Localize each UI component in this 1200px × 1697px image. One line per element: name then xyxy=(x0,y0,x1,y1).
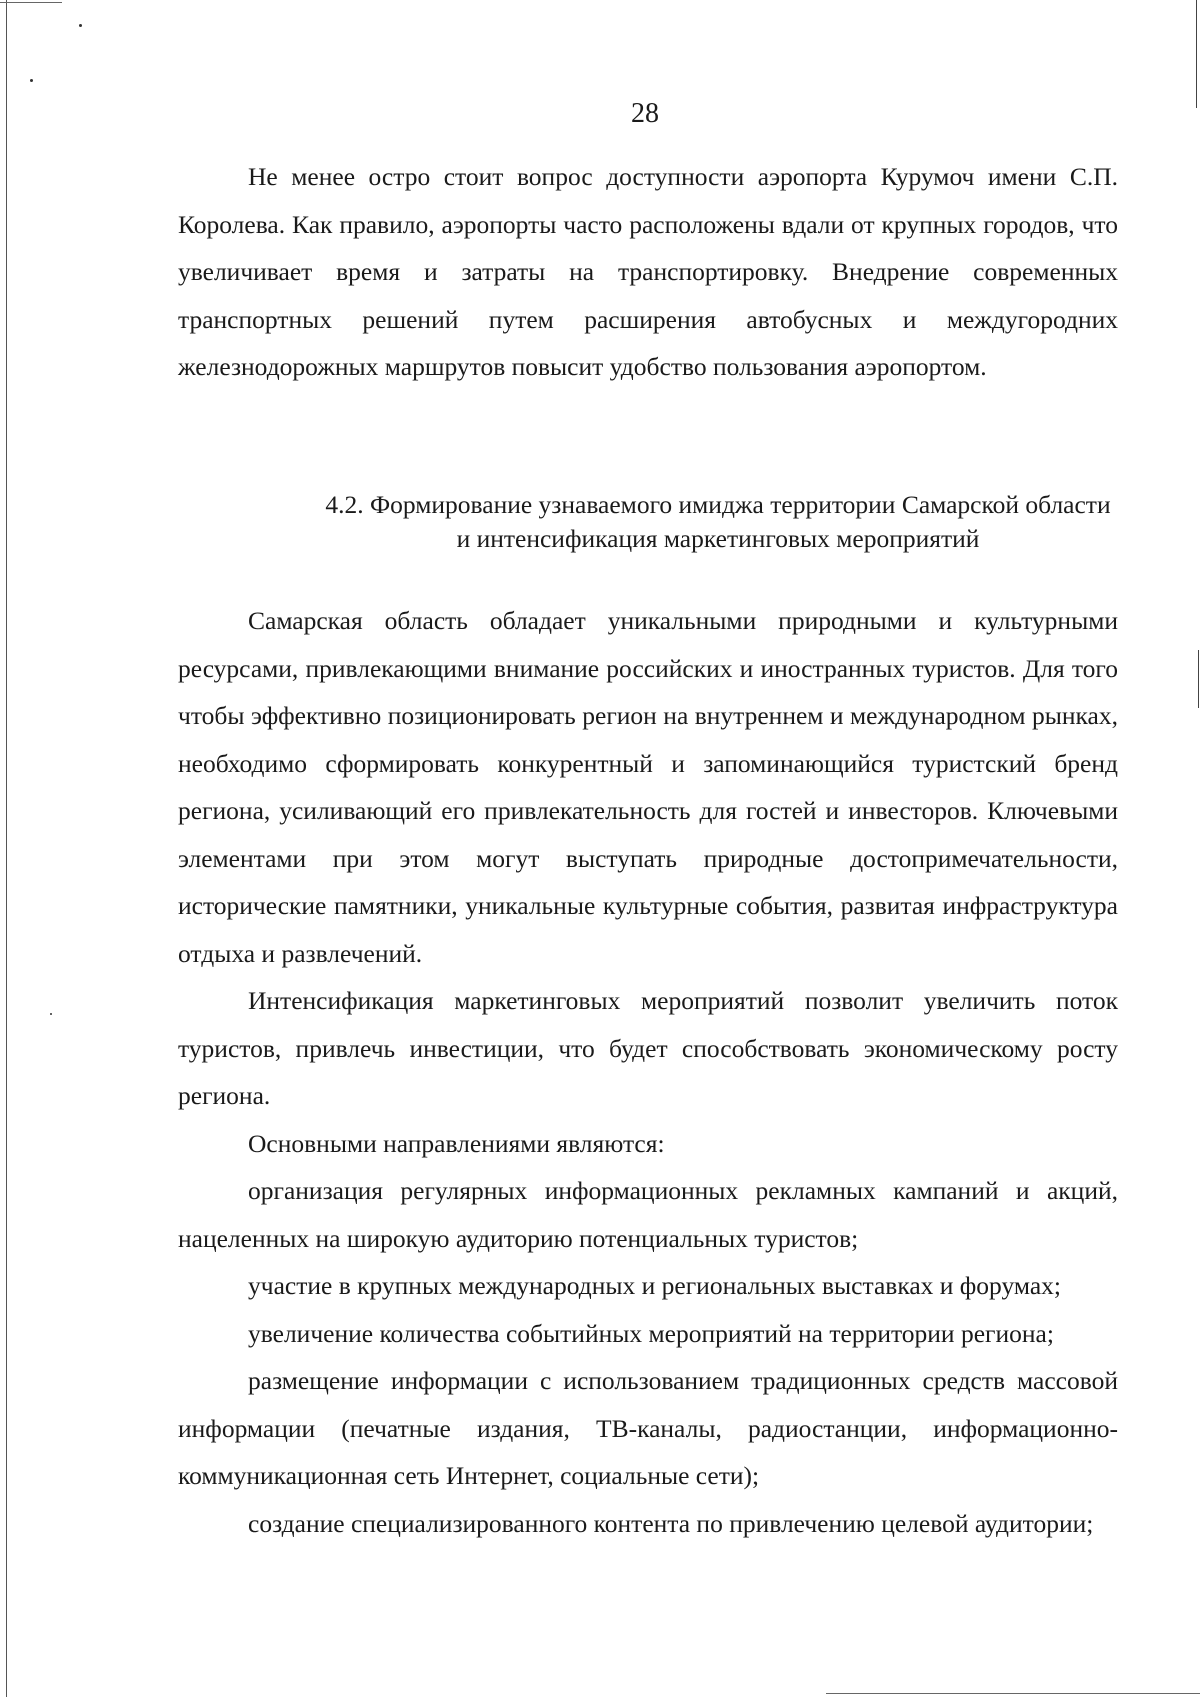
list-item: создание специализированного контента по привлечению целевой аудитории; xyxy=(248,1508,1094,1538)
list-item: увеличение количества событийных мероприятий на территории региона; xyxy=(248,1318,1054,1348)
list-item: участие в крупных международных и региональных выставках и форумах; xyxy=(248,1271,1061,1300)
section-body xyxy=(178,597,1118,1547)
scan-edge-top xyxy=(0,2,62,3)
section-heading-line-1: 4.2. Формирование узнаваемого имиджа территории Самарской области xyxy=(325,490,1111,519)
body-paragraph: Основными направлениями являются: xyxy=(248,1128,665,1158)
scan-speck xyxy=(30,79,33,82)
scan-edge-bottom xyxy=(826,1693,1200,1694)
section-heading-line-2: и интенсификация маркетинговых мероприятий xyxy=(456,524,980,553)
page-number: 28 xyxy=(631,98,659,129)
body-paragraph: Интенсификация маркетинговых мероприятий позволит увеличить поток туристов, привлечь инвестиции, что будет способствовать экономическому росту региона. xyxy=(178,986,1118,1110)
intro-paragraph-block xyxy=(178,153,1118,391)
scan-speck xyxy=(50,1013,52,1015)
body-paragraph: Самарская область обладает уникальными природными и культурными ресурсами, привлекающими внимание российских и иностранных туристов. Для того чтобы эффективно позиционировать регион на внутреннем и международном рынках, необходимо сформировать конкурентный и запоминающийся туристский бренд региона, усиливающий его привлекательность для гостей и инвесторов. Ключевыми элементами при этом могут выступать природные достопримечательности, исторические памятники, уникальные культурные события, развитая инфраструктура отдыха и развлечений. xyxy=(178,606,1118,968)
list-item: организация регулярных информационных рекламных кампаний и акций, нацеленных на широкую аудиторию потенциальных туристов; xyxy=(178,1176,1118,1253)
scan-speck xyxy=(79,24,82,27)
intro-paragraph: Не менее остро стоит вопрос доступности аэропорта Курумоч имени С.П. Королева. Как правило, аэропорты часто расположены вдали от крупных городов, что увеличивает время и затраты на транспортировку. Внедрение современных транспортных решений путем расширения автобусных и междугородних железнодорожных маршрутов повысит удобство пользования аэропортом. xyxy=(178,162,1118,381)
scan-edge-right-mid xyxy=(1198,650,1199,708)
scan-edge-left xyxy=(6,0,7,1697)
list-item: размещение информации с использованием традиционных средств массовой информации (печатные издания, ТВ-каналы, радиостанции, информационно-коммуникационная сеть Интернет, социальные сети); xyxy=(178,1366,1118,1490)
section-heading xyxy=(178,488,1200,556)
scan-edge-right-top xyxy=(1196,0,1197,108)
